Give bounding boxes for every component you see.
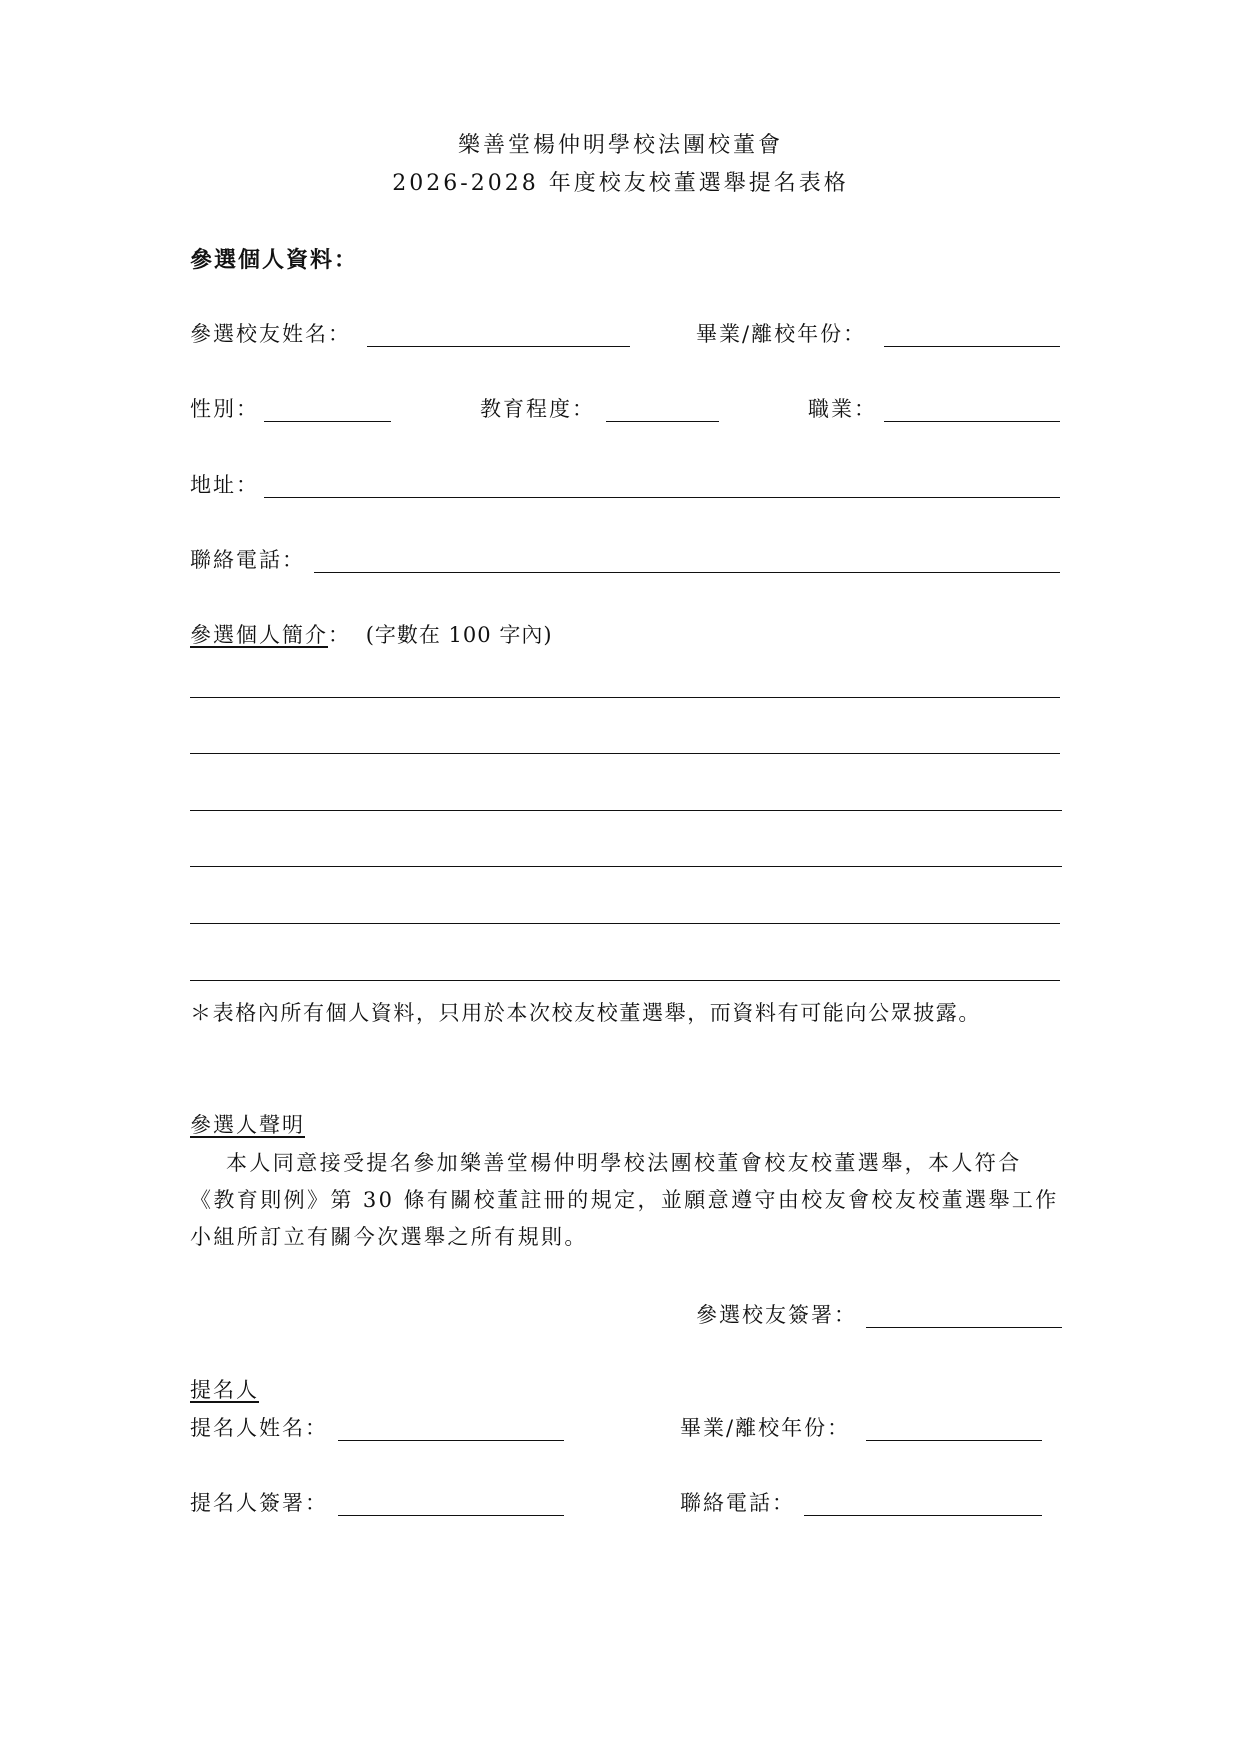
privacy-note: ＊表格內所有個人資料，只用於本次校友校董選舉，而資料有可能向公眾披露。 <box>190 1001 981 1025</box>
gender-label: 性別： <box>190 397 259 421</box>
profile-line-4[interactable] <box>190 866 1062 867</box>
nominator-grad-year-field[interactable] <box>866 1440 1042 1441</box>
address-label: 地址： <box>190 473 259 497</box>
candidate-grad-year-label: 畢業/離校年份： <box>696 322 867 346</box>
nominator-heading: 提名人 <box>190 1378 259 1402</box>
occupation-label: 職業： <box>808 397 877 421</box>
profile-heading <box>190 625 553 646</box>
candidate-grad-year-field[interactable] <box>884 346 1060 347</box>
profile-hint: (字數在 100 字內) <box>365 623 553 647</box>
candidate-phone-field[interactable] <box>314 572 1060 573</box>
candidate-signature-field[interactable] <box>866 1327 1062 1328</box>
nominator-phone-label: 聯絡電話： <box>680 1491 795 1515</box>
candidate-signature-label: 參選校友簽署： <box>696 1303 857 1327</box>
profile-line-1[interactable] <box>190 697 1060 698</box>
profile-label: 參選個人簡介 <box>190 623 328 647</box>
declaration-body <box>190 1145 1060 1256</box>
declaration-text: 本人同意接受提名參加樂善堂楊仲明學校法團校董會校友校董選舉，本人符合《教育則例》第 30 條有關校董註冊的規定，並願意遵守由校友會校友校董選舉工作小組所訂立有關今次選舉之所有規則。 <box>190 1151 1059 1249</box>
education-label: 教育程度： <box>480 397 595 421</box>
candidate-name-field[interactable] <box>367 346 630 347</box>
candidate-name-label: 參選校友姓名： <box>190 322 351 346</box>
profile-line-5[interactable] <box>190 923 1060 924</box>
form-title-election: 2026-2028 年度校友校董選舉提名表格 <box>392 171 849 196</box>
gender-field[interactable] <box>264 421 391 422</box>
nominator-phone-field[interactable] <box>804 1515 1042 1516</box>
nominator-signature-label: 提名人簽署： <box>190 1491 328 1515</box>
candidate-section-heading: 參選個人資料： <box>190 247 359 273</box>
candidate-phone-label: 聯絡電話： <box>190 548 305 572</box>
nominator-name-label: 提名人姓名： <box>190 1416 328 1440</box>
profile-line-3[interactable] <box>190 810 1062 811</box>
nominator-grad-year-label: 畢業/離校年份： <box>680 1416 851 1440</box>
profile-line-6[interactable] <box>190 980 1060 981</box>
profile-colon: ： <box>328 623 351 647</box>
address-field[interactable] <box>264 497 1060 498</box>
nominator-name-field[interactable] <box>338 1440 564 1441</box>
education-field[interactable] <box>606 421 719 422</box>
declaration-heading: 參選人聲明 <box>190 1113 305 1137</box>
occupation-field[interactable] <box>884 421 1060 422</box>
form-title-school: 樂善堂楊仲明學校法團校董會 <box>457 133 783 158</box>
profile-line-2[interactable] <box>190 753 1060 754</box>
nominator-signature-field[interactable] <box>338 1515 564 1516</box>
